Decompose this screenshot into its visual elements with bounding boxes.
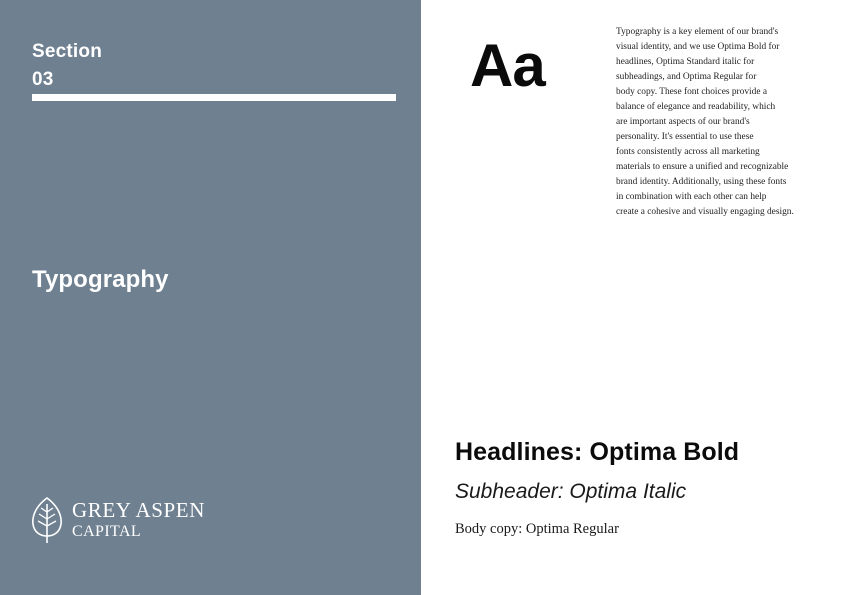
paragraph-line: brand identity. Additionally, using these fonts	[616, 177, 787, 187]
headline-font-sample: Headlines: Optima Bold	[455, 438, 740, 466]
paragraph-line: are important aspects of our brand's	[616, 117, 750, 127]
typography-description	[616, 25, 830, 220]
paragraph-line: balance of elegance and readability, which	[616, 102, 776, 112]
section-word: Section	[32, 41, 103, 62]
logo-line-2: CAPITAL	[72, 523, 142, 540]
body-font-sample: Body copy: Optima Regular	[455, 521, 619, 537]
paragraph-line: fonts consistently across all marketing	[616, 147, 760, 157]
paragraph-line: body copy. These font choices provide a	[616, 87, 767, 97]
logo-line-1: GREY ASPEN	[72, 498, 205, 522]
subheader-font-sample: Subheader: Optima Italic	[455, 480, 687, 503]
paragraph-line: materials to ensure a unified and recognizable	[616, 162, 789, 172]
paragraph-line: visual identity, and we use Optima Bold for	[616, 42, 780, 52]
paragraph-line: subheadings, and Optima Regular for	[616, 72, 757, 82]
glyph-sample: Aa	[470, 32, 545, 99]
section-number: 03	[32, 69, 54, 90]
paragraph-line: Typography is a key element of our brand's	[616, 27, 779, 37]
aspen-leaf-icon	[30, 496, 64, 544]
paragraph-line: personality. It's essential to use these	[616, 132, 754, 142]
paragraph-line: create a cohesive and visually engaging design.	[616, 207, 794, 217]
section-title: Typography	[32, 266, 169, 293]
section-label	[32, 38, 102, 94]
paragraph-line: headlines, Optima Standard italic for	[616, 57, 755, 67]
logo-wordmark	[72, 498, 205, 542]
company-logo	[30, 496, 205, 544]
paragraph-line: in combination with each other can help	[616, 192, 767, 202]
section-divider	[32, 94, 396, 101]
